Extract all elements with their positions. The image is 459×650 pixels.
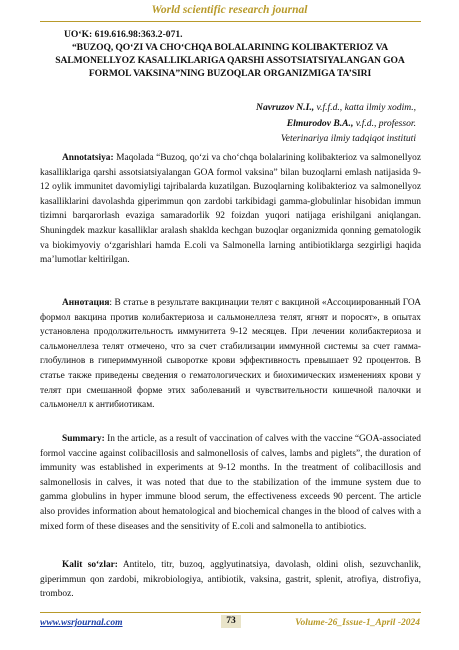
author-1-role: v.f.f.d., katta ilmiy xodim., bbox=[314, 102, 416, 113]
annotation-uzbek bbox=[40, 151, 421, 268]
annotation-russian-text: : В статье в результате вакцинации телят с вакциной «Ассоциированный ГОА формол вакцина против колибактериоза и сальмонеллеза телят, ягнят и поросят», в опытах установлена продолжительность иммунитета 9-12 месяцев. При лечении колибактериоза и сальмонеллеза телят отмечено, что за счет стабилизации иммунной системы за счет гамма-глобулинов в гипериммунной сыворотке крови эффективность превышает 92 процентов. В статье также приведены сведения о гематологических и биохимических изменениях крови у телят при смешанной форме этих заболеваний и чувствительности кишечной палочки и сальмонелл к антибиотикам. bbox=[40, 298, 421, 411]
summary-english-label: Summary: bbox=[62, 434, 105, 444]
author-1-name: Navruzov N.I., bbox=[256, 102, 315, 113]
authors-block bbox=[116, 100, 416, 147]
journal-header-title: World scientific research journal bbox=[151, 4, 308, 16]
author-2-role: v.f.d., professor. bbox=[353, 117, 416, 129]
author-institute: Veterinariya ilmiy tadqiqot instituti bbox=[280, 133, 416, 144]
keywords-label: Kalit so‘zlar: bbox=[62, 560, 118, 570]
article-title: “BUZOQ, QO‘ZI VA CHO‘CHQA BOLALARINING KOLIBAKTERIOZ VA SALMONELLYOZ KASALLIKLARIGA QARSHI ASSOTSIATSIYALANGAN GOA FORMOL VAKSINA”NING BUZOQLAR ORGANIZMIGA TA’SIRI bbox=[55, 42, 405, 79]
annotation-uzbek-text: Maqolada “Buzoq, qo‘zi va cho‘chqa bolalarining kolibakterioz va salmonellyoz kasalliklariga qarshi assotsiatsiyalangan GOA formol vaksina” bilan buzoqlarni emlash natijasida 9-12 oylik immunitet davomiyligi tajribalarda kuzatilgan. Buzoqlarning kolibakterioz va salmonellyoz kasalliklarini davolashda giperimmun qon zardobi tarkibidagi gamma-globulinlar hisobidan immun tizimni barqarorlash evaziga samaradorlik 92 foizdan yuqori natijaga erishilgani aniqlangan. Shuningdek mazkur kasalliklar aralash shaklda kechgan buzoqlar organizmida qonning gematologik va biokimyoviy o‘zgarishlari hamda E.coli va Salmonella larning antibiotiklarga sezgirligi haqida ma’lumotlar keltirilgan. bbox=[40, 153, 421, 266]
author-1 bbox=[116, 100, 416, 116]
annotation-uzbek-label: Annotatsiya: bbox=[62, 153, 114, 163]
udk-code: UO‘K: 619.616.98:363.2-071. bbox=[64, 29, 183, 40]
keywords bbox=[40, 558, 421, 602]
header-divider bbox=[40, 21, 421, 22]
author-2-name: Elmurodov B.A., bbox=[286, 117, 354, 129]
summary-english-text: In the article, as a result of vaccination of calves with the vaccine “GOA-associated formol vaccine against colibacillosis and salmonellosis of calves, lambs and piglets”, the duration of immunity was established in experiments at 9-12 months. In the treatment of colibacillosis and salmonellosis in calves, it was noted that due to the stabilization of the immune system due to gamma globulins in hyper immune blood serum, the effectiveness exceeds 90 percent. The article also provides information about hematological and biochemical changes in the blood of calves with a mixed form of these diseases and the sensitivity of E.coli and salmonella to antibiotics. bbox=[40, 434, 421, 532]
author-2 bbox=[116, 116, 416, 132]
page-number: 73 bbox=[221, 615, 241, 628]
footer-website-link[interactable]: www.wsrjournal.com bbox=[40, 618, 123, 628]
footer-divider bbox=[40, 612, 421, 613]
summary-english bbox=[40, 432, 421, 534]
footer-volume-issue: Volume-26_Issue-1_April -2024 bbox=[295, 618, 420, 628]
keywords-text: Antitelo, titr, buzoq, agglyutinatsiya, davolash, oldini olish, sezuvchanlik, giperimmun qon zardobi, mikrobiologiya, antibiotik, vaksina, gastrit, splenit, atrofiya, distrofiya, tromboz. bbox=[40, 560, 421, 600]
annotation-russian bbox=[40, 296, 421, 413]
annotation-russian-label: Аннотация bbox=[62, 298, 110, 308]
